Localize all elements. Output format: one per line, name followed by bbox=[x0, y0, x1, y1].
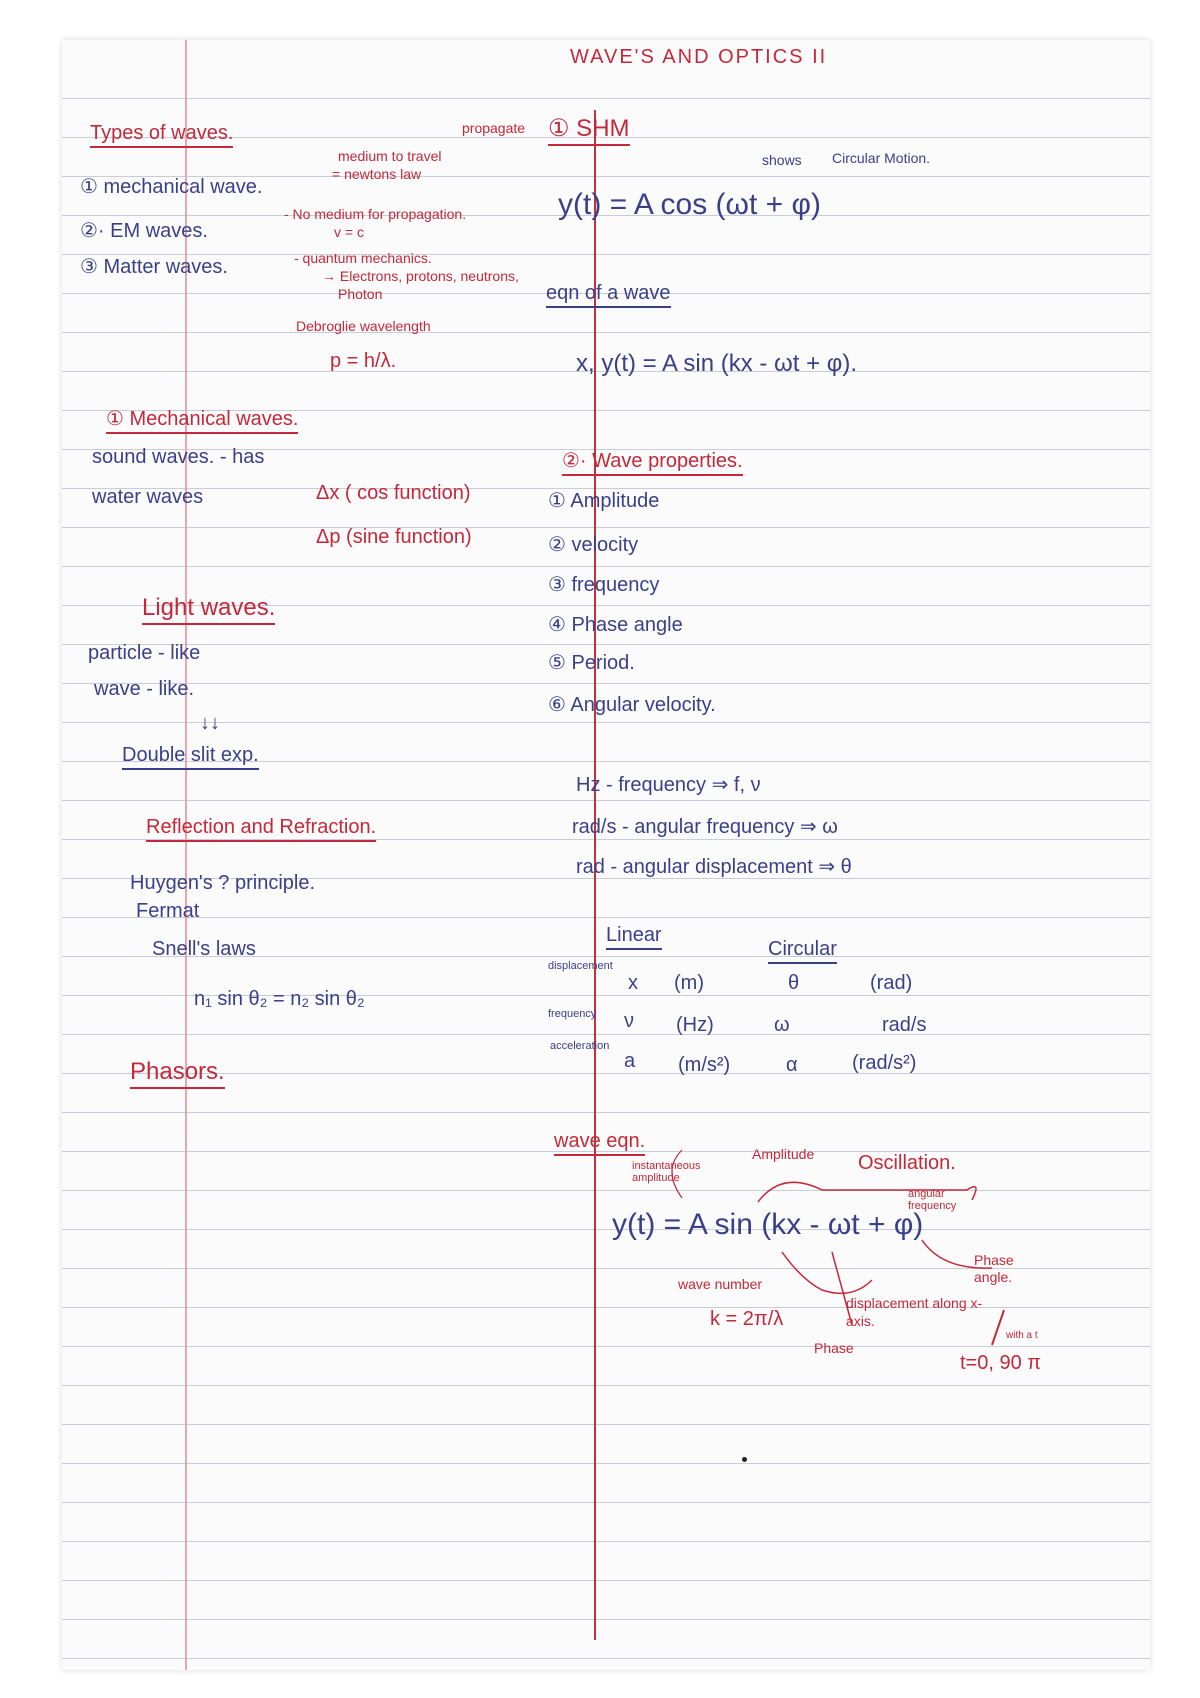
shm-equation: y(t) = A cos (ωt + φ) bbox=[558, 188, 821, 221]
delta-x: Δx ( cos function) bbox=[316, 482, 471, 504]
unit-hz: Hz - frequency ⇒ f, ν bbox=[576, 774, 761, 796]
delta-p: Δp (sine function) bbox=[316, 526, 472, 548]
full-wave-equation: y(t) = A sin (kx - ωt + φ) bbox=[612, 1208, 924, 1241]
angular-frequency-note: angular frequency bbox=[908, 1188, 957, 1212]
shows-note: shows bbox=[762, 152, 802, 168]
oscillation-note: Oscillation. bbox=[858, 1152, 956, 1174]
phase-angle-note: Phase angle. bbox=[974, 1252, 1014, 1285]
notebook-page bbox=[62, 40, 1150, 1670]
particle-like: particle - like bbox=[88, 642, 201, 664]
matter-note-1: - quantum mechanics. bbox=[294, 250, 432, 266]
properties-heading: ②· Wave properties. bbox=[562, 448, 743, 476]
matter-note-2: → Electrons, protons, neutrons, bbox=[322, 268, 519, 284]
matter-note-3: Photon bbox=[338, 286, 383, 302]
cell-x: x bbox=[628, 972, 638, 994]
cell-rad: (rad) bbox=[870, 972, 913, 994]
cell-alpha: α bbox=[786, 1054, 798, 1076]
row-label-acceleration: acceleration bbox=[550, 1040, 610, 1052]
wave-equation: x, y(t) = A sin (kx - ωt + φ). bbox=[576, 350, 858, 377]
mechanical-line: ① mechanical wave. bbox=[80, 176, 263, 198]
propagate-note: propagate bbox=[462, 120, 526, 136]
annotation-strokes bbox=[62, 40, 1150, 1670]
unit-rad: rad - angular displacement ⇒ θ bbox=[576, 856, 852, 878]
snell-equation: n₁ sin θ₂ = n₂ sin θ₂ bbox=[194, 988, 365, 1010]
circular-motion-note: Circular Motion. bbox=[832, 150, 931, 166]
types-heading: Types of waves. bbox=[90, 122, 233, 148]
instantaneous-note: instantaneous amplitude bbox=[632, 1160, 701, 1184]
cell-theta: θ bbox=[788, 972, 800, 994]
shm-heading: ① SHM bbox=[548, 114, 630, 146]
light-heading: Light waves. bbox=[142, 594, 275, 625]
prop-amplitude: ① Amplitude bbox=[548, 490, 660, 512]
em-line: ②· EM waves. bbox=[80, 220, 208, 242]
ink-dot bbox=[742, 1457, 747, 1462]
debroglie-note: Debroglie wavelength bbox=[296, 318, 431, 334]
t-note: with a t bbox=[1006, 1330, 1038, 1341]
phase-note: Phase bbox=[814, 1340, 854, 1356]
cell-hz: (Hz) bbox=[676, 1014, 714, 1036]
cell-m: (m) bbox=[674, 972, 704, 994]
displacement-note: displacement along x-axis. bbox=[846, 1295, 983, 1329]
huygen: Huygen's ? principle. bbox=[130, 872, 316, 894]
wave-number-note: wave number bbox=[678, 1276, 763, 1292]
cell-omega: ω bbox=[774, 1014, 790, 1036]
arrows-icon: ↓↓ bbox=[200, 712, 220, 734]
mechanical-heading: ① Mechanical waves. bbox=[106, 406, 298, 434]
momentum-equation: p = h/λ. bbox=[330, 350, 397, 372]
wave-like: wave - like. bbox=[94, 678, 195, 700]
water-waves: water waves bbox=[92, 486, 204, 508]
matter-line: ③ Matter waves. bbox=[80, 256, 228, 278]
phasors-heading: Phasors. bbox=[130, 1058, 225, 1089]
row-label-frequency: frequency bbox=[548, 1008, 597, 1020]
mech-note-1: medium to travel bbox=[338, 148, 442, 164]
cell-a: a bbox=[624, 1050, 636, 1072]
unit-rads: rad/s - angular frequency ⇒ ω bbox=[572, 816, 838, 838]
mech-note-2: = newtons law bbox=[332, 166, 422, 182]
prop-period: ⑤ Period. bbox=[548, 652, 635, 674]
em-note-1: - No medium for propagation. bbox=[284, 206, 467, 222]
double-slit: Double slit exp. bbox=[122, 744, 259, 770]
snells-laws: Snell's laws bbox=[152, 938, 256, 960]
sound-waves: sound waves. - has bbox=[92, 446, 265, 468]
amplitude-note: Amplitude bbox=[752, 1146, 815, 1162]
cell-ms2: (m/s²) bbox=[678, 1054, 731, 1076]
k-equation: k = 2π/λ bbox=[710, 1308, 784, 1330]
row-label-displacement: displacement bbox=[548, 960, 613, 972]
prop-frequency: ③ frequency bbox=[548, 574, 660, 596]
page-title: WAVE'S AND OPTICS II bbox=[570, 46, 828, 68]
wave-eqn-heading: eqn of a wave bbox=[546, 282, 671, 308]
prop-angular-velocity: ⑥ Angular velocity. bbox=[548, 694, 716, 716]
linear-header: Linear bbox=[606, 924, 662, 950]
cell-rads: rad/s bbox=[882, 1014, 927, 1036]
circular-header: Circular bbox=[768, 938, 837, 964]
wave-eqn-subheading: wave eqn. bbox=[554, 1130, 645, 1156]
fermat: Fermat bbox=[136, 900, 200, 922]
cell-nu: ν bbox=[624, 1010, 634, 1032]
em-note-2: v = c bbox=[334, 224, 364, 240]
prop-velocity: ② velocity bbox=[548, 534, 639, 556]
prop-phase-angle: ④ Phase angle bbox=[548, 614, 683, 636]
cell-rads2: (rad/s²) bbox=[852, 1052, 917, 1074]
reflection-refraction: Reflection and Refraction. bbox=[146, 816, 376, 842]
t-equation: t=0, 90 π bbox=[960, 1352, 1042, 1374]
